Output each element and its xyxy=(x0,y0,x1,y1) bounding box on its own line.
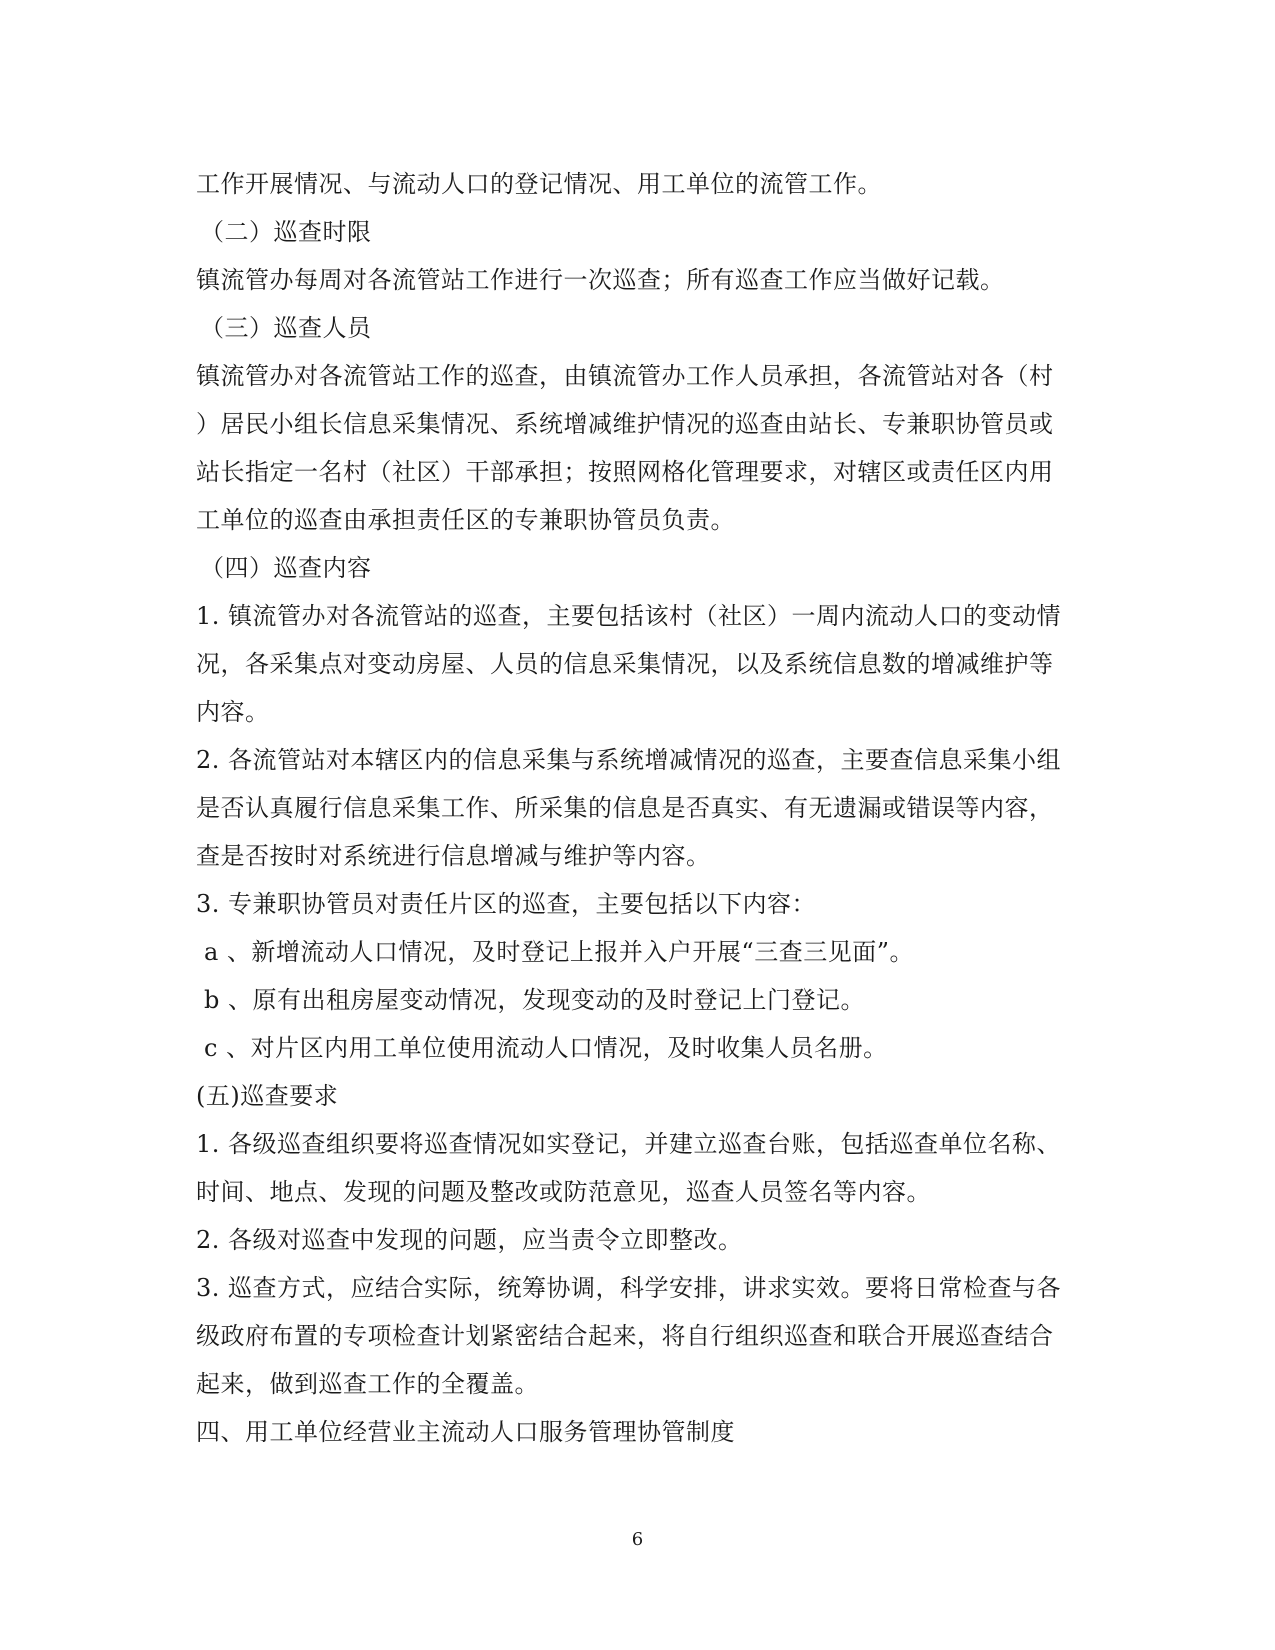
list-item-line: 3. 专兼职协管员对责任片区的巡查，主要包括以下内容： xyxy=(196,890,817,918)
sub-item-line: a 、新增流动人口情况，及时登记上报并入户开展“三查三见面”。 xyxy=(204,938,914,966)
paragraph-line: 镇流管办对各流管站工作的巡查，由镇流管办工作人员承担，各流管站对各（村 xyxy=(196,362,1054,390)
paragraph-line: 级政府布置的专项检查计划紧密结合起来，将自行组织巡查和联合开展巡查结合 xyxy=(196,1322,1054,1350)
chapter-heading: 四、用工单位经营业主流动人口服务管理协管制度 xyxy=(196,1418,735,1446)
list-item-line: 3. 巡查方式，应结合实际，统筹协调，科学安排，讲求实效。要将日常检查与各 xyxy=(196,1274,1062,1302)
paragraph-line: 工单位的巡查由承担责任区的专兼职协管员负责。 xyxy=(196,506,735,534)
paragraph-line: 时间、地点、发现的问题及整改或防范意见，巡查人员签名等内容。 xyxy=(196,1178,931,1206)
list-item-line: 1. 各级巡查组织要将巡查情况如实登记，并建立巡查台账，包括巡查单位名称、 xyxy=(196,1130,1062,1158)
paragraph-line: 内容。 xyxy=(196,698,270,726)
section-heading: (五)巡查要求 xyxy=(196,1082,339,1110)
list-item-line: 2. 各流管站对本辖区内的信息采集与系统增减情况的巡查，主要查信息采集小组 xyxy=(196,746,1062,774)
sub-item-line: b 、原有出租房屋变动情况，发现变动的及时登记上门登记。 xyxy=(204,986,865,1014)
page-number: 6 xyxy=(631,1529,644,1550)
sub-item-line: c 、对片区内用工单位使用流动人口情况，及时收集人员名册。 xyxy=(204,1034,888,1062)
section-heading: （三）巡查人员 xyxy=(200,314,372,342)
document-body xyxy=(196,160,1076,1456)
section-heading: （二）巡查时限 xyxy=(200,218,372,246)
paragraph-line: 站长指定一名村（社区）干部承担；按照网格化管理要求，对辖区或责任区内用 xyxy=(196,458,1054,486)
paragraph-line: 查是否按时对系统进行信息增减与维护等内容。 xyxy=(196,842,711,870)
paragraph-line: 工作开展情况、与流动人口的登记情况、用工单位的流管工作。 xyxy=(196,170,882,198)
section-heading: （四）巡查内容 xyxy=(200,554,372,582)
paragraph-line: 起来，做到巡查工作的全覆盖。 xyxy=(196,1370,539,1398)
paragraph-line: ）居民小组长信息采集情况、系统增减维护情况的巡查由站长、专兼职协管员或 xyxy=(196,410,1054,438)
paragraph-line: 镇流管办每周对各流管站工作进行一次巡查；所有巡查工作应当做好记载。 xyxy=(196,266,1005,294)
paragraph-line: 是否认真履行信息采集工作、所采集的信息是否真实、有无遗漏或错误等内容， xyxy=(196,794,1054,822)
list-item-line: 2. 各级对巡查中发现的问题，应当责令立即整改。 xyxy=(196,1226,743,1254)
list-item-line: 1. 镇流管办对各流管站的巡查，主要包括该村（社区）一周内流动人口的变动情 xyxy=(196,602,1062,630)
paragraph-line: 况，各采集点对变动房屋、人员的信息采集情况，以及系统信息数的增减维护等 xyxy=(196,650,1054,678)
